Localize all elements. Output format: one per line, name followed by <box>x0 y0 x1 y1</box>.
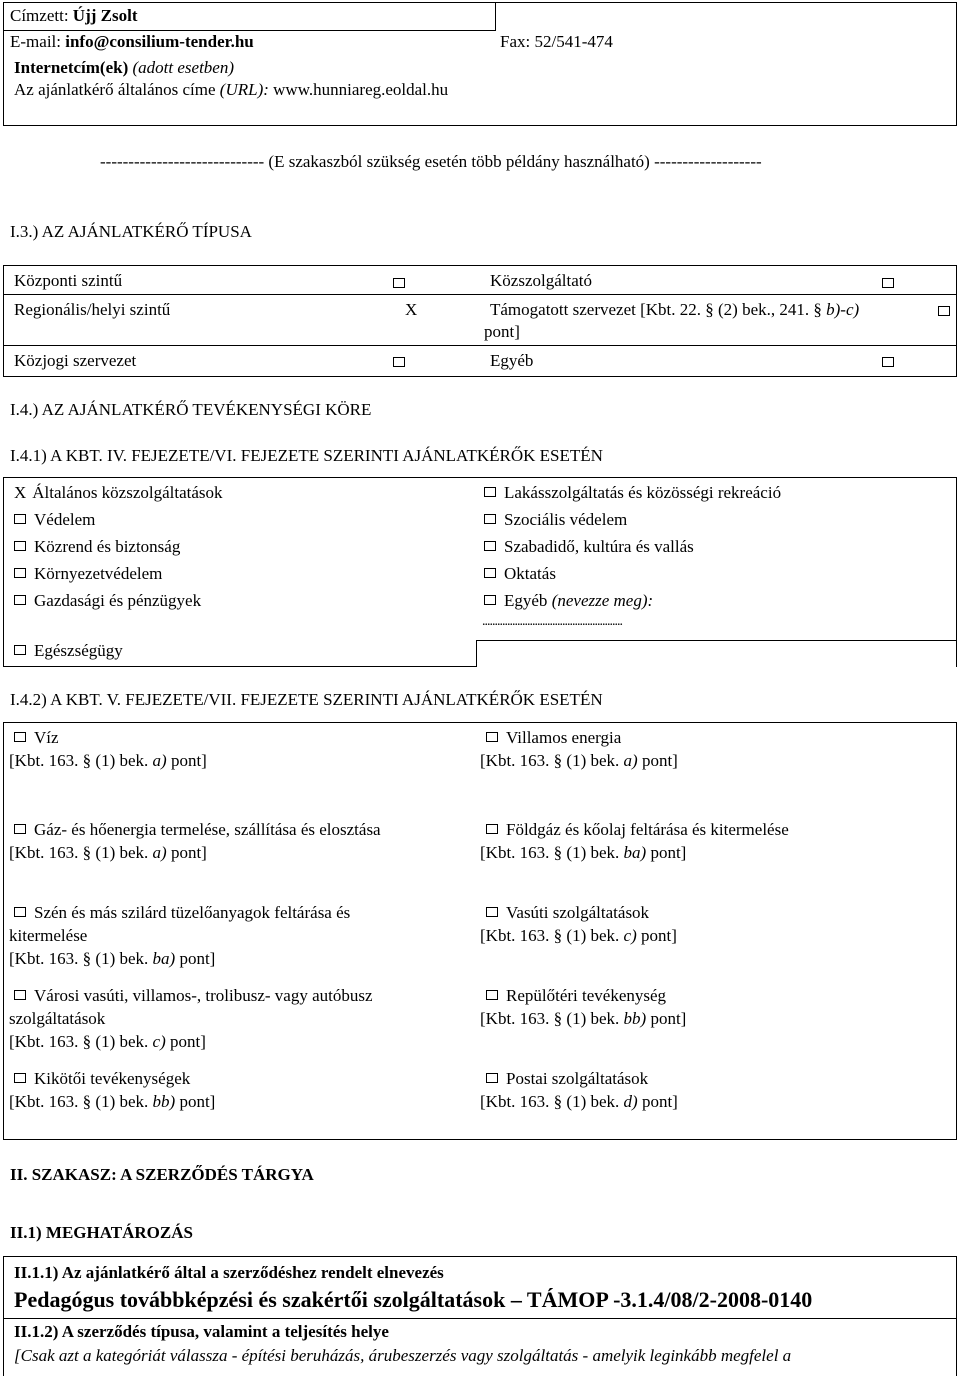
utility-oil-gas-ref: [Kbt. 163. § (1) bek. ba) pont] <box>480 843 687 862</box>
i3-central-checkbox[interactable] <box>393 278 405 288</box>
activity-health-checkbox[interactable] <box>14 645 26 655</box>
utility-oil-gas-checkbox[interactable] <box>486 824 498 834</box>
utility-railway: Vasúti szolgáltatások <box>486 903 649 923</box>
activity-housing-checkbox[interactable] <box>484 487 496 497</box>
i3-regional-mark[interactable]: X <box>405 300 418 319</box>
activity-economic: Gazdasági és pénzügyek <box>14 591 201 611</box>
i3-table <box>3 265 957 377</box>
utility-coal-checkbox[interactable] <box>14 907 26 917</box>
section-i42-heading: I.4.2) A KBT. V. FEJEZETE/VII. FEJEZETE SZERINTI AJÁNLATKÉRŐK ESETÉN <box>10 690 603 709</box>
utility-coal-ref: [Kbt. 163. § (1) bek. ba) pont] <box>9 949 216 968</box>
utility-railway-ref: [Kbt. 163. § (1) bek. c) pont] <box>480 926 677 945</box>
utility-airport-checkbox[interactable] <box>486 990 498 1000</box>
recipient-name: Újj Zsolt <box>72 6 138 25</box>
recipient: Címzett: Újj Zsolt <box>10 6 138 25</box>
activity-public-order-checkbox[interactable] <box>14 541 26 551</box>
utility-postal-ref: [Kbt. 163. § (1) bek. d) pont] <box>480 1092 678 1111</box>
i3-other-checkbox[interactable] <box>882 357 894 367</box>
utility-port: Kikötői tevékenységek <box>14 1069 190 1089</box>
ii12-heading: II.1.2) A szerződés típusa, valamint a teljesítés helye <box>14 1322 389 1341</box>
utility-water-checkbox[interactable] <box>14 732 26 742</box>
ii12-note: [Csak azt a kategóriát válassza - építési beruházás, árubeszerzés vagy szolgáltatás - amelyik leginkább megfelel a <box>14 1346 792 1365</box>
utility-coal: Szén és más szilárd tüzelőanyagok feltárása és <box>14 903 350 923</box>
i3-public-law: Közjogi szervezet <box>14 351 137 370</box>
utility-port-checkbox[interactable] <box>14 1073 26 1083</box>
i3-public-service: Közszolgáltató <box>490 271 592 290</box>
utility-water: Víz <box>14 728 59 748</box>
activity-general-mark[interactable]: X <box>14 483 27 502</box>
i3-public-service-checkbox[interactable] <box>882 278 894 288</box>
utility-gas-heat-checkbox[interactable] <box>14 824 26 834</box>
i3-row-line <box>3 345 957 346</box>
utility-electricity: Villamos energia <box>486 728 621 748</box>
i3-supported-org: Támogatott szervezet [Kbt. 22. § (2) bek., 241. § b)-c) <box>490 300 860 319</box>
utility-oil-gas: Földgáz és kőolaj feltárása és kitermelése <box>486 820 789 840</box>
i41-bottom-right <box>476 640 957 641</box>
i3-other: Egyéb <box>490 351 534 370</box>
utility-port-ref: [Kbt. 163. § (1) bek. bb) pont] <box>9 1092 216 1111</box>
fax: Fax: 52/541-474 <box>500 32 613 51</box>
i3-regional: Regionális/helyi szintű <box>14 300 171 319</box>
i3-row-line <box>3 294 957 295</box>
section-i3-heading: I.3.) AZ AJÁNLATKÉRŐ TÍPUSA <box>10 222 252 241</box>
utility-coal-cont: kitermelése <box>9 926 88 945</box>
contract-title: Pedagógus továbbképzési és szakértői szolgáltatások – TÁMOP -3.1.4/08/2-2008-0140 <box>14 1287 813 1312</box>
i3-central: Központi szintű <box>14 271 123 290</box>
activity-other: Egyéb (nevezze meg): <box>484 591 653 611</box>
utility-urban-transport-cont: szolgáltatások <box>9 1009 106 1028</box>
i41-divider <box>476 640 477 667</box>
activity-defence-checkbox[interactable] <box>14 514 26 524</box>
section-i41-heading: I.4.1) A KBT. IV. FEJEZETE/VI. FEJEZETE SZERINTI AJÁNLATKÉRŐK ESETÉN <box>10 446 603 465</box>
section-ii-heading: II. SZAKASZ: A SZERZŐDÉS TÁRGYA <box>10 1165 314 1184</box>
activity-education: Oktatás <box>484 564 556 584</box>
activity-health: Egészségügy <box>14 641 123 661</box>
activity-social-checkbox[interactable] <box>484 514 496 524</box>
activity-recreation-checkbox[interactable] <box>484 541 496 551</box>
activity-environment: Környezetvédelem <box>14 564 162 584</box>
utility-postal-checkbox[interactable] <box>486 1073 498 1083</box>
email-value[interactable]: info@consilium-tender.hu <box>65 32 254 51</box>
activity-economic-checkbox[interactable] <box>14 595 26 605</box>
section-separator: ----------------------------- (E szakaszból szükség esetén több példány használható) ------------------- <box>100 152 762 171</box>
utility-urban-transport-checkbox[interactable] <box>14 990 26 1000</box>
i3-supported-org-cont: pont] <box>484 322 520 341</box>
ii11-heading: II.1.1) Az ajánlatkérő által a szerződéshez rendelt elnevezés <box>14 1263 444 1282</box>
activity-general: X Általános közszolgáltatások <box>14 483 223 502</box>
activity-other-checkbox[interactable] <box>484 595 496 605</box>
utility-urban-transport-ref: [Kbt. 163. § (1) bek. c) pont] <box>9 1032 206 1051</box>
utility-electricity-checkbox[interactable] <box>486 732 498 742</box>
activity-recreation: Szabadidő, kultúra és vallás <box>484 537 694 557</box>
general-address: Az ajánlatkérő általános címe (URL): www.hunniareg.eoldal.hu <box>14 80 449 99</box>
activity-other-dots[interactable]: ........................................................ <box>482 614 622 629</box>
section-i4-heading: I.4.) AZ AJÁNLATKÉRŐ TEVÉKENYSÉGI KÖRE <box>10 400 372 419</box>
utility-airport: Repülőtéri tevékenység <box>486 986 666 1006</box>
utility-airport-ref: [Kbt. 163. § (1) bek. bb) pont] <box>480 1009 687 1028</box>
i3-supported-checkbox[interactable] <box>938 306 950 316</box>
activity-education-checkbox[interactable] <box>484 568 496 578</box>
ii1-divider <box>3 1318 957 1319</box>
utility-postal: Postai szolgáltatások <box>486 1069 648 1089</box>
i3-public-law-checkbox[interactable] <box>393 357 405 367</box>
utility-gas-heat-ref: [Kbt. 163. § (1) bek. a) pont] <box>9 843 207 862</box>
utility-gas-heat: Gáz- és hőenergia termelése, szállítása és elosztása <box>14 820 381 840</box>
activity-defence: Védelem <box>14 510 95 530</box>
utility-electricity-ref: [Kbt. 163. § (1) bek. a) pont] <box>480 751 678 770</box>
activity-social: Szociális védelem <box>484 510 627 530</box>
activity-public-order: Közrend és biztonság <box>14 537 180 557</box>
contact-divider-h <box>3 30 496 31</box>
section-ii1-heading: II.1) MEGHATÁROZÁS <box>10 1223 193 1242</box>
contact-divider <box>495 2 496 30</box>
email: E-mail: info@consilium-tender.hu <box>10 32 254 51</box>
internet-label: Internetcím(ek) (adott esetben) <box>14 58 234 77</box>
utility-railway-checkbox[interactable] <box>486 907 498 917</box>
i41-bottom-left <box>3 666 476 667</box>
activity-housing: Lakásszolgáltatás és közösségi rekreáció <box>484 483 781 503</box>
activity-environment-checkbox[interactable] <box>14 568 26 578</box>
utility-urban-transport: Városi vasúti, villamos-, trolibusz- vagy autóbusz <box>14 986 373 1006</box>
utility-water-ref: [Kbt. 163. § (1) bek. a) pont] <box>9 751 207 770</box>
address-url[interactable]: www.hunniareg.eoldal.hu <box>273 80 449 99</box>
